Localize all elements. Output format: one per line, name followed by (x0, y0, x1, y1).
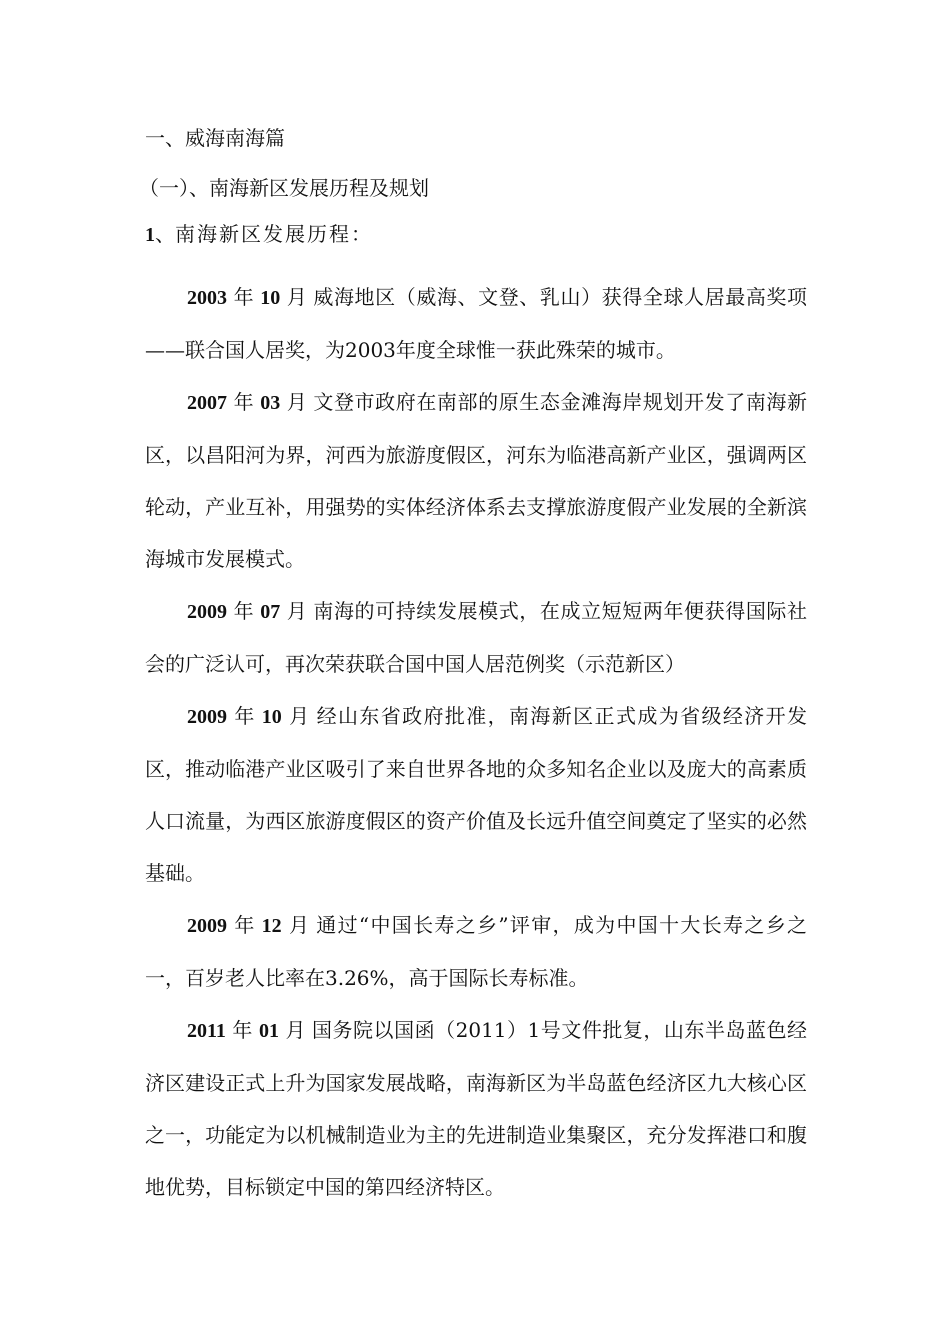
entry-date (187, 706, 317, 728)
item-heading-number: 1 (145, 224, 155, 246)
entry-month-unit: 月 (286, 599, 308, 623)
timeline-entry (145, 271, 807, 376)
entry-month: 01 (258, 1020, 279, 1042)
entry-date (187, 915, 316, 937)
entry-text: 经山东省政府批准，南海新区正式成为省级经济开发区，推动临港产业区吸引了来自世界各地的众多知名企业以及庞大的高素质人口流量，为西区旅游度假区的资产价值及长远升值空间奠定了坚实的必然基础。 (145, 704, 808, 885)
entry-month: 07 (260, 601, 281, 623)
entry-month: 10 (260, 287, 281, 309)
document-content (139, 124, 808, 1213)
entry-month: 10 (261, 706, 282, 728)
subsection-title: （一）、南海新区发展历程及规划 (139, 176, 429, 200)
entry-text: 通过“中国长寿之乡”评审，成为中国十大长寿之乡之一，百岁老人比率在3.26%，高于国际长寿标准。 (145, 913, 808, 990)
entry-month: 12 (261, 915, 282, 937)
timeline-entry (145, 690, 807, 899)
entry-year: 2011 (187, 1020, 226, 1042)
item-heading-separator: 、 (155, 222, 175, 246)
entry-year-unit: 年 (233, 599, 255, 623)
entry-month-unit: 月 (287, 704, 311, 728)
entry-text: 威海地区（威海、文登、乳山）获得全球人居最高奖项——联合国人居奖，为2003年度全球惟一获此殊荣的城市。 (145, 285, 808, 362)
timeline-entry (145, 899, 807, 1004)
timeline-entry (145, 585, 807, 690)
entry-year-unit: 年 (231, 1018, 253, 1042)
entry-month-unit: 月 (286, 390, 308, 414)
entry-year: 2009 (187, 915, 227, 937)
entry-text: 国务院以国函（2011）1号文件批复，山东半岛蓝色经济区建设正式上升为国家发展战略，南海新区为半岛蓝色经济区九大核心区之一，功能定为以机械制造业为主的先进制造业集聚区，充分发挥港口和腹地优势，目标锁定中国的第四经济特区。 (145, 1018, 808, 1199)
section-title: 一、威海南海篇 (145, 126, 285, 150)
entry-year-unit: 年 (233, 285, 255, 309)
timeline-entry (145, 1004, 807, 1213)
item-heading-title: 南海新区发展历程： (175, 222, 373, 246)
entry-date (187, 287, 313, 309)
entry-year: 2009 (187, 601, 227, 623)
entry-month-unit: 月 (287, 913, 311, 937)
entry-month-unit: 月 (284, 1018, 306, 1042)
entry-month: 03 (260, 392, 281, 414)
timeline-entry (145, 376, 807, 585)
entry-year: 2003 (187, 287, 227, 309)
entry-year: 2009 (187, 706, 227, 728)
item-heading (145, 220, 807, 249)
entry-text: 文登市政府在南部的原生态金滩海岸规划开发了南海新区，以昌阳河为界，河西为旅游度假区，河东为临港高新产业区，强调两区轮动，产业互补，用强势的实体经济体系去支撑旅游度假产业发展的全新滨海城市发展模式。 (145, 390, 808, 571)
entry-month-unit: 月 (286, 285, 308, 309)
entry-text: 南海的可持续发展模式，在成立短短两年便获得国际社会的广泛认可，再次荣获联合国中国人居范例奖（示范新区） (145, 599, 808, 676)
entry-date (187, 601, 313, 623)
entry-year-unit: 年 (233, 704, 256, 728)
entry-date (187, 392, 313, 414)
entry-date (187, 1020, 312, 1042)
entry-year: 2007 (187, 392, 227, 414)
entry-year-unit: 年 (233, 913, 256, 937)
entry-year-unit: 年 (233, 390, 255, 414)
